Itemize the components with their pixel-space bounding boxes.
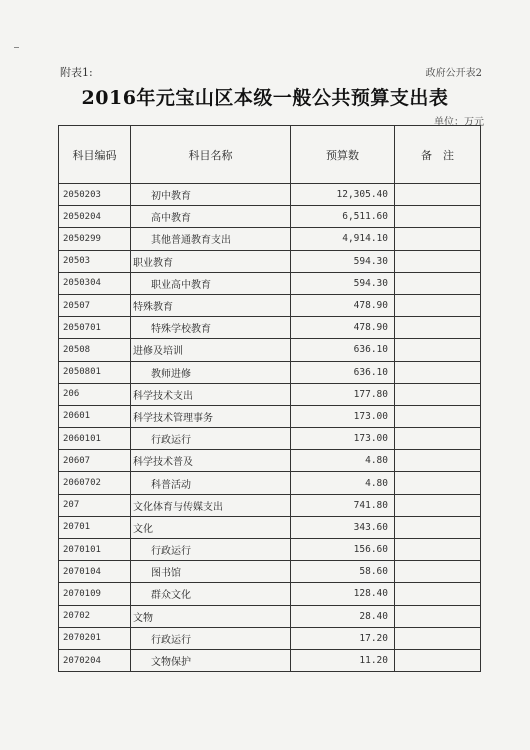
- cell-note: [395, 294, 481, 316]
- cell-amount: 17.20: [291, 627, 395, 649]
- cell-name: 行政运行: [131, 627, 291, 649]
- cell-note: [395, 228, 481, 250]
- cell-code: 2070204: [59, 649, 131, 671]
- cell-name: 初中教育: [131, 184, 291, 206]
- cell-code: 2070109: [59, 583, 131, 605]
- cell-code: 20503: [59, 250, 131, 272]
- table-row: [59, 206, 481, 228]
- cell-name: 进修及培训: [131, 339, 291, 361]
- cell-name: 高中教育: [131, 206, 291, 228]
- cell-name: 特殊学校教育: [131, 317, 291, 339]
- cell-code: 20601: [59, 405, 131, 427]
- table-body: [59, 184, 481, 672]
- cell-code: 20701: [59, 516, 131, 538]
- table-header-row: [59, 126, 481, 184]
- cell-note: [395, 539, 481, 561]
- table-row: [59, 272, 481, 294]
- cell-code: 2050304: [59, 272, 131, 294]
- table-row: [59, 405, 481, 427]
- cell-name: 教师进修: [131, 361, 291, 383]
- table-row: [59, 339, 481, 361]
- attachment-label: 附表1:: [60, 66, 93, 79]
- cell-name: 行政运行: [131, 428, 291, 450]
- table-row: [59, 605, 481, 627]
- cell-note: [395, 405, 481, 427]
- table-row: [59, 516, 481, 538]
- cell-amount: 4.80: [291, 450, 395, 472]
- budget-table: [58, 125, 481, 672]
- cell-amount: 343.60: [291, 516, 395, 538]
- table-row: [59, 627, 481, 649]
- cell-note: [395, 184, 481, 206]
- cell-name: 职业教育: [131, 250, 291, 272]
- cell-name: 文物: [131, 605, 291, 627]
- cell-code: 2050701: [59, 317, 131, 339]
- table-row: [59, 539, 481, 561]
- header-name: 科目名称: [131, 126, 291, 184]
- cell-amount: 177.80: [291, 383, 395, 405]
- cell-name: 其他普通教育支出: [131, 228, 291, 250]
- cell-note: [395, 428, 481, 450]
- cell-amount: 11.20: [291, 649, 395, 671]
- header-note: 备 注: [395, 126, 481, 184]
- cell-amount: 636.10: [291, 339, 395, 361]
- table-row: [59, 494, 481, 516]
- cell-note: [395, 339, 481, 361]
- document-code: 政府公开表2: [425, 68, 482, 79]
- cell-code: 2050299: [59, 228, 131, 250]
- cell-code: 2060101: [59, 428, 131, 450]
- cell-amount: 156.60: [291, 539, 395, 561]
- cell-amount: 173.00: [291, 405, 395, 427]
- cell-amount: 28.40: [291, 605, 395, 627]
- cell-name: 科学技术管理事务: [131, 405, 291, 427]
- table-row: [59, 228, 481, 250]
- cell-code: 20702: [59, 605, 131, 627]
- cell-code: 2070104: [59, 561, 131, 583]
- cell-name: 群众文化: [131, 583, 291, 605]
- page-mark: [14, 47, 19, 48]
- cell-name: 特殊教育: [131, 294, 291, 316]
- cell-code: 20607: [59, 450, 131, 472]
- cell-code: 2050801: [59, 361, 131, 383]
- cell-amount: 4.80: [291, 472, 395, 494]
- cell-note: [395, 627, 481, 649]
- cell-note: [395, 206, 481, 228]
- cell-note: [395, 272, 481, 294]
- cell-note: [395, 472, 481, 494]
- cell-note: [395, 450, 481, 472]
- cell-note: [395, 649, 481, 671]
- table-row: [59, 184, 481, 206]
- page-title: 2016年元宝山区本级一般公共预算支出表: [81, 87, 449, 109]
- table-row: [59, 428, 481, 450]
- cell-code: 206: [59, 383, 131, 405]
- cell-amount: 4,914.10: [291, 228, 395, 250]
- cell-code: 207: [59, 494, 131, 516]
- cell-name: 科学技术支出: [131, 383, 291, 405]
- table-row: [59, 294, 481, 316]
- table-row: [59, 317, 481, 339]
- cell-code: 2050203: [59, 184, 131, 206]
- cell-amount: 12,305.40: [291, 184, 395, 206]
- unit-label: 单位：万元: [434, 117, 484, 128]
- cell-amount: 6,511.60: [291, 206, 395, 228]
- cell-name: 文化: [131, 516, 291, 538]
- table-row: [59, 561, 481, 583]
- cell-amount: 58.60: [291, 561, 395, 583]
- cell-note: [395, 605, 481, 627]
- cell-amount: 478.90: [291, 317, 395, 339]
- table-row: [59, 450, 481, 472]
- cell-amount: 594.30: [291, 272, 395, 294]
- table-row: [59, 583, 481, 605]
- cell-note: [395, 561, 481, 583]
- cell-code: 2050204: [59, 206, 131, 228]
- cell-amount: 128.40: [291, 583, 395, 605]
- cell-code: 2060702: [59, 472, 131, 494]
- cell-name: 文物保护: [131, 649, 291, 671]
- cell-note: [395, 583, 481, 605]
- cell-amount: 173.00: [291, 428, 395, 450]
- cell-note: [395, 383, 481, 405]
- cell-name: 图书馆: [131, 561, 291, 583]
- cell-code: 20507: [59, 294, 131, 316]
- table-row: [59, 649, 481, 671]
- header-code: 科目编码: [59, 126, 131, 184]
- cell-amount: 478.90: [291, 294, 395, 316]
- cell-amount: 594.30: [291, 250, 395, 272]
- table-row: [59, 361, 481, 383]
- cell-note: [395, 361, 481, 383]
- cell-code: 20508: [59, 339, 131, 361]
- table-row: [59, 472, 481, 494]
- table-row: [59, 383, 481, 405]
- cell-code: 2070201: [59, 627, 131, 649]
- cell-amount: 741.80: [291, 494, 395, 516]
- cell-name: 行政运行: [131, 539, 291, 561]
- cell-code: 2070101: [59, 539, 131, 561]
- cell-amount: 636.10: [291, 361, 395, 383]
- cell-note: [395, 317, 481, 339]
- cell-name: 科普活动: [131, 472, 291, 494]
- cell-note: [395, 494, 481, 516]
- cell-name: 科学技术普及: [131, 450, 291, 472]
- table-row: [59, 250, 481, 272]
- cell-name: 职业高中教育: [131, 272, 291, 294]
- cell-note: [395, 516, 481, 538]
- cell-name: 文化体育与传媒支出: [131, 494, 291, 516]
- header-amount: 预算数: [291, 126, 395, 184]
- cell-note: [395, 250, 481, 272]
